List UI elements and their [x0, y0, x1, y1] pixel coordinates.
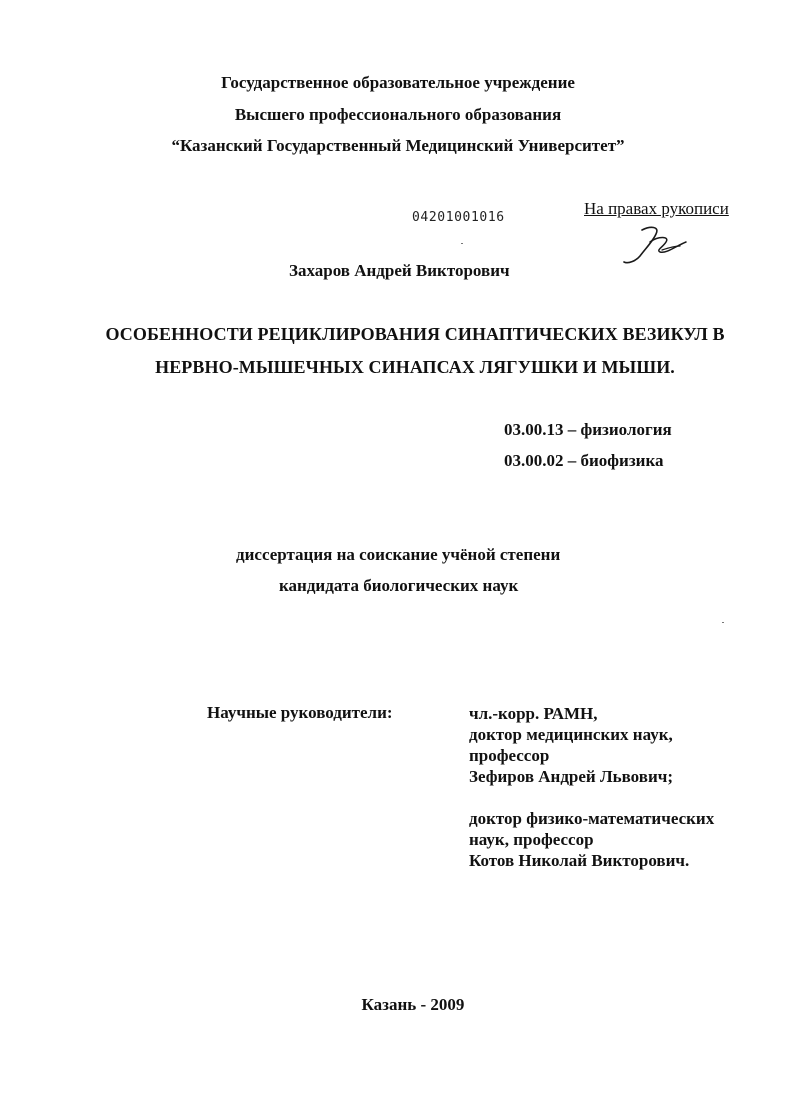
- advisor-second-degree: доктор физико-математических: [469, 809, 715, 828]
- advisor-first-title: чл.-корр. РАМН,: [469, 704, 598, 723]
- advisor-first-block: [469, 703, 673, 787]
- advisor-first-name: Зефиров Андрей Львович;: [469, 767, 673, 786]
- specialty-biophysics: 03.00.02 – биофизика: [504, 451, 664, 470]
- scan-speck: [461, 243, 463, 244]
- institution-line-2: Высшего профессионального образования: [234, 105, 562, 124]
- dissertation-title-line-1: ОСОБЕННОСТИ РЕЦИКЛИРОВАНИЯ СИНАПТИЧЕСКИХ ВЕЗИКУЛ В: [105, 324, 725, 344]
- rights-label: На правах рукописи: [584, 199, 729, 218]
- advisor-second-name: Котов Николай Викторович.: [469, 851, 690, 870]
- archive-number: 04201001016: [412, 210, 505, 225]
- advisor-second-block: [469, 808, 714, 871]
- scan-speck: [722, 622, 724, 623]
- advisors-label: Научные руководители:: [207, 703, 393, 722]
- advisor-first-rank: профессор: [469, 746, 550, 765]
- dissertation-title-line-2: НЕРВНО-МЫШЕЧНЫХ СИНАПСАХ ЛЯГУШКИ И МЫШИ.: [155, 357, 675, 377]
- author-name: Захаров Андрей Викторович: [289, 261, 510, 280]
- specialty-physiology: 03.00.13 – физиология: [504, 420, 672, 439]
- advisor-second-rank: наук, профессор: [469, 830, 594, 849]
- signature-icon: [620, 222, 692, 266]
- institution-line-3: “Казанский Государственный Медицинский Университет”: [171, 136, 625, 155]
- city-year: Казань - 2009: [361, 995, 465, 1014]
- institution-line-1: Государственное образовательное учреждение: [221, 73, 575, 92]
- advisor-first-degree: доктор медицинских наук,: [469, 725, 673, 744]
- degree-line-1: диссертация на соискание учёной степени: [236, 545, 561, 564]
- degree-line-2: кандидата биологических наук: [279, 576, 519, 595]
